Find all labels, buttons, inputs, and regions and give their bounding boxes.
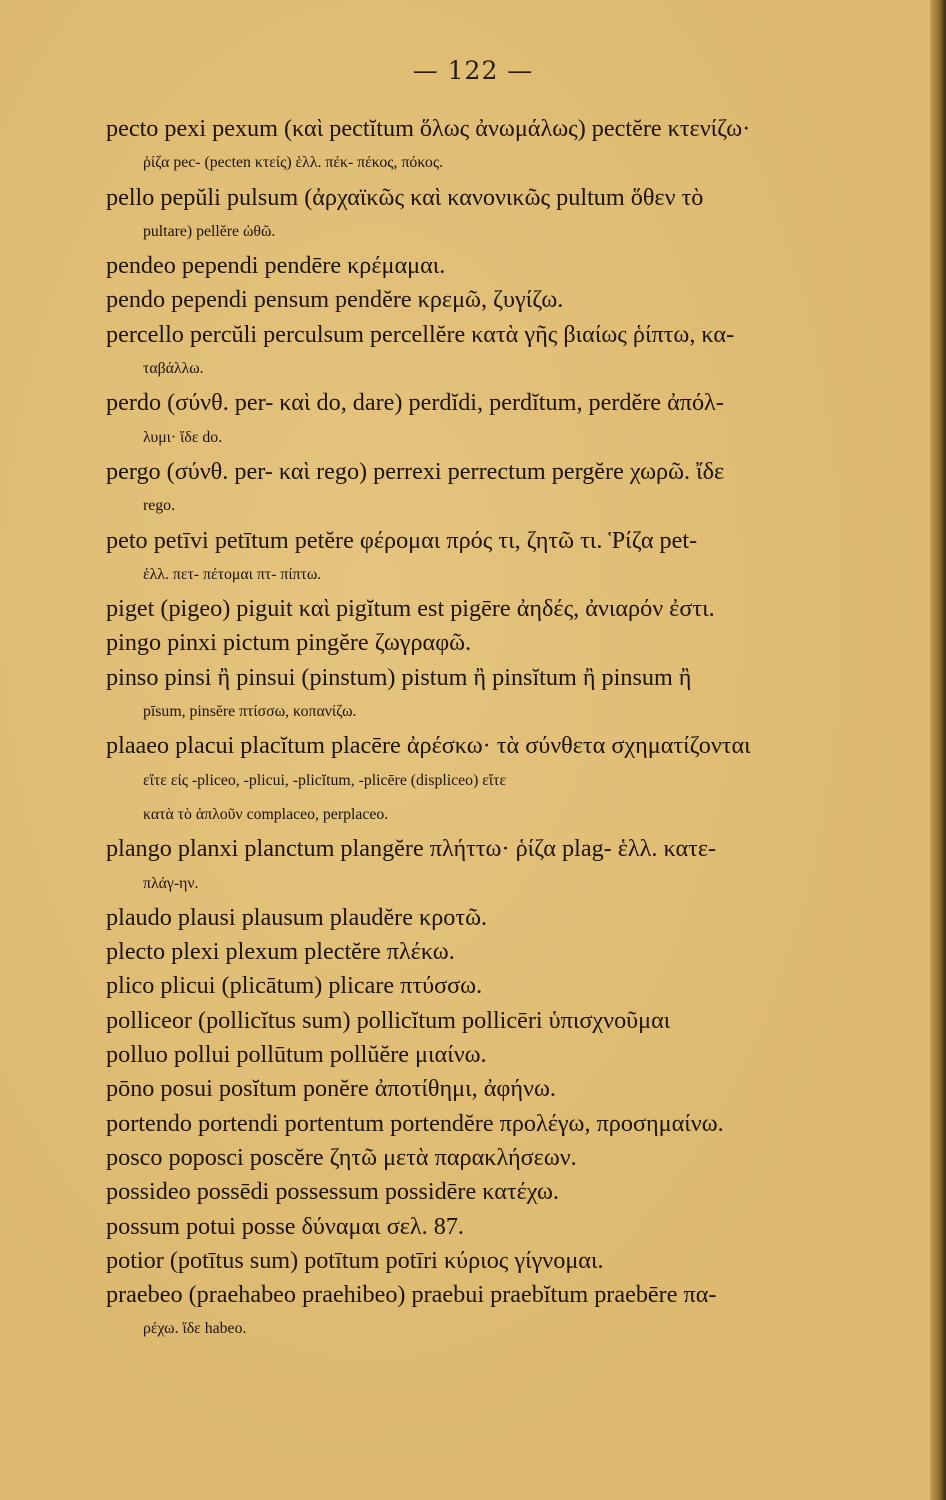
entry-line: plecto plexi plexum plectĕre πλέκω. bbox=[106, 938, 455, 966]
entry-continuation-line: rego. bbox=[143, 497, 176, 515]
entry-line: plaaeo placui placĭtum placēre ἀρέσκω· τὰ σύνθετα σχηματίζονται bbox=[106, 732, 751, 760]
entry-line: pōno posui posĭtum ponĕre ἀποτίθημι, ἀφήνω. bbox=[106, 1075, 556, 1103]
entry-line: pinso pinsi ἢ pinsui (pinstum) pistum ἢ pinsĭtum ἢ pinsum ἢ bbox=[106, 663, 692, 691]
entry-line: pendeo pependi pendēre κρέμαμαι. bbox=[106, 252, 446, 280]
entry-continuation-line: λυμι· ἴδε do. bbox=[143, 428, 223, 446]
entry-line: portendo portendi portentum portendĕre προλέγω, προσημαίνω. bbox=[106, 1109, 724, 1137]
entry-line: potior (potītus sum) potītum potīri κύριος γίγνομαι. bbox=[106, 1246, 604, 1274]
entry-line: plaudo plausi plausum plaudĕre κροτῶ. bbox=[106, 903, 488, 931]
entry-line: piget (pigeo) piguit καὶ pigĭtum est pigēre ἀηδές, ἀνιαρόν ἐστι. bbox=[106, 595, 715, 623]
entry-continuation-line: εἴτε εἰς -pliceo, -plicui, -plicĭtum, -plicēre (displiceo) εἴτε bbox=[143, 771, 507, 789]
entry-line: polluo pollui pollūtum pollŭĕre μιαίνω. bbox=[106, 1041, 487, 1069]
entry-line: posco poposci poscĕre ζητῶ μετὰ παρακλήσεων. bbox=[106, 1143, 577, 1171]
entry-continuation-line: pīsum, pinsĕre πτίσσω, κοπανίζω. bbox=[143, 703, 357, 721]
entry-line: possideo possēdi possessum possidēre κατέχω. bbox=[106, 1178, 559, 1206]
entry-line: polliceor (pollicĭtus sum) pollicĭtum pollicēri ὑπισχνοῦμαι bbox=[106, 1006, 671, 1034]
entry-line: pello pepŭli pulsum (ἀρχαϊκῶς καὶ κανονικῶς pultum ὅθεν τὸ bbox=[106, 183, 704, 211]
entry-line: pergo (σύνθ. per- καὶ rego) perrexi perrectum pergĕre χωρῶ. ἴδε bbox=[106, 457, 725, 485]
entry-line: plango planxi planctum plangĕre πλήττω· ῥίζα plag- ἑλλ. κατε- bbox=[106, 835, 717, 863]
entry-continuation-line: πλάγ-ην. bbox=[143, 874, 199, 892]
entry-line: perdo (σύνθ. per- καὶ do, dare) perdĭdi, perdĭtum, perdĕre ἀπόλ- bbox=[106, 389, 724, 417]
entry-line: peto petīvi petītum petĕre φέρομαι πρός τι, ζητῶ τι. Ῥίζα pet- bbox=[106, 526, 698, 554]
entry-line: pendo pependi pensum pendĕre κρεμῶ, ζυγίζω. bbox=[106, 286, 564, 314]
entry-continuation-line: ταβάλλω. bbox=[143, 360, 204, 378]
entry-continuation-line: ῥίζα pec- (pecten κτείς) ἑλλ. πέκ- πέκος, πόκος. bbox=[143, 154, 444, 172]
entry-line: plico plicui (plicātum) plicare πτύσσω. bbox=[106, 972, 483, 1000]
entry-line: praebeo (praehabeo praehibeo) praebui praebĭtum praebēre πα- bbox=[106, 1281, 717, 1309]
entry-line: pecto pexi pexum (καὶ pectĭtum ὅλως ἀνωμάλως) pectĕre κτενίζω· bbox=[106, 115, 751, 142]
entry-line: percello percŭli perculsum percellĕre κατὰ γῆς βιαίως ῥίπτω, κα- bbox=[106, 320, 735, 348]
entry-continuation-line: κατὰ τὸ ἁπλοῦν complaceo, perplaceo. bbox=[143, 805, 389, 823]
entry-continuation-line: pultare) pellĕre ὠθῶ. bbox=[143, 222, 276, 240]
page-number: — 122 — bbox=[412, 56, 534, 85]
entry-continuation-line: ἑλλ. πετ- πέτομαι πτ- πίπτω. bbox=[143, 565, 322, 583]
entry-continuation-line: ρέχω. ἴδε habeo. bbox=[143, 1320, 247, 1338]
dictionary-entries bbox=[106, 112, 936, 1347]
entry-line: pingo pinxi pictum pingĕre ζωγραφῶ. bbox=[106, 629, 472, 657]
entry-line: possum potui posse δύναμαι σελ. 87. bbox=[106, 1212, 464, 1240]
